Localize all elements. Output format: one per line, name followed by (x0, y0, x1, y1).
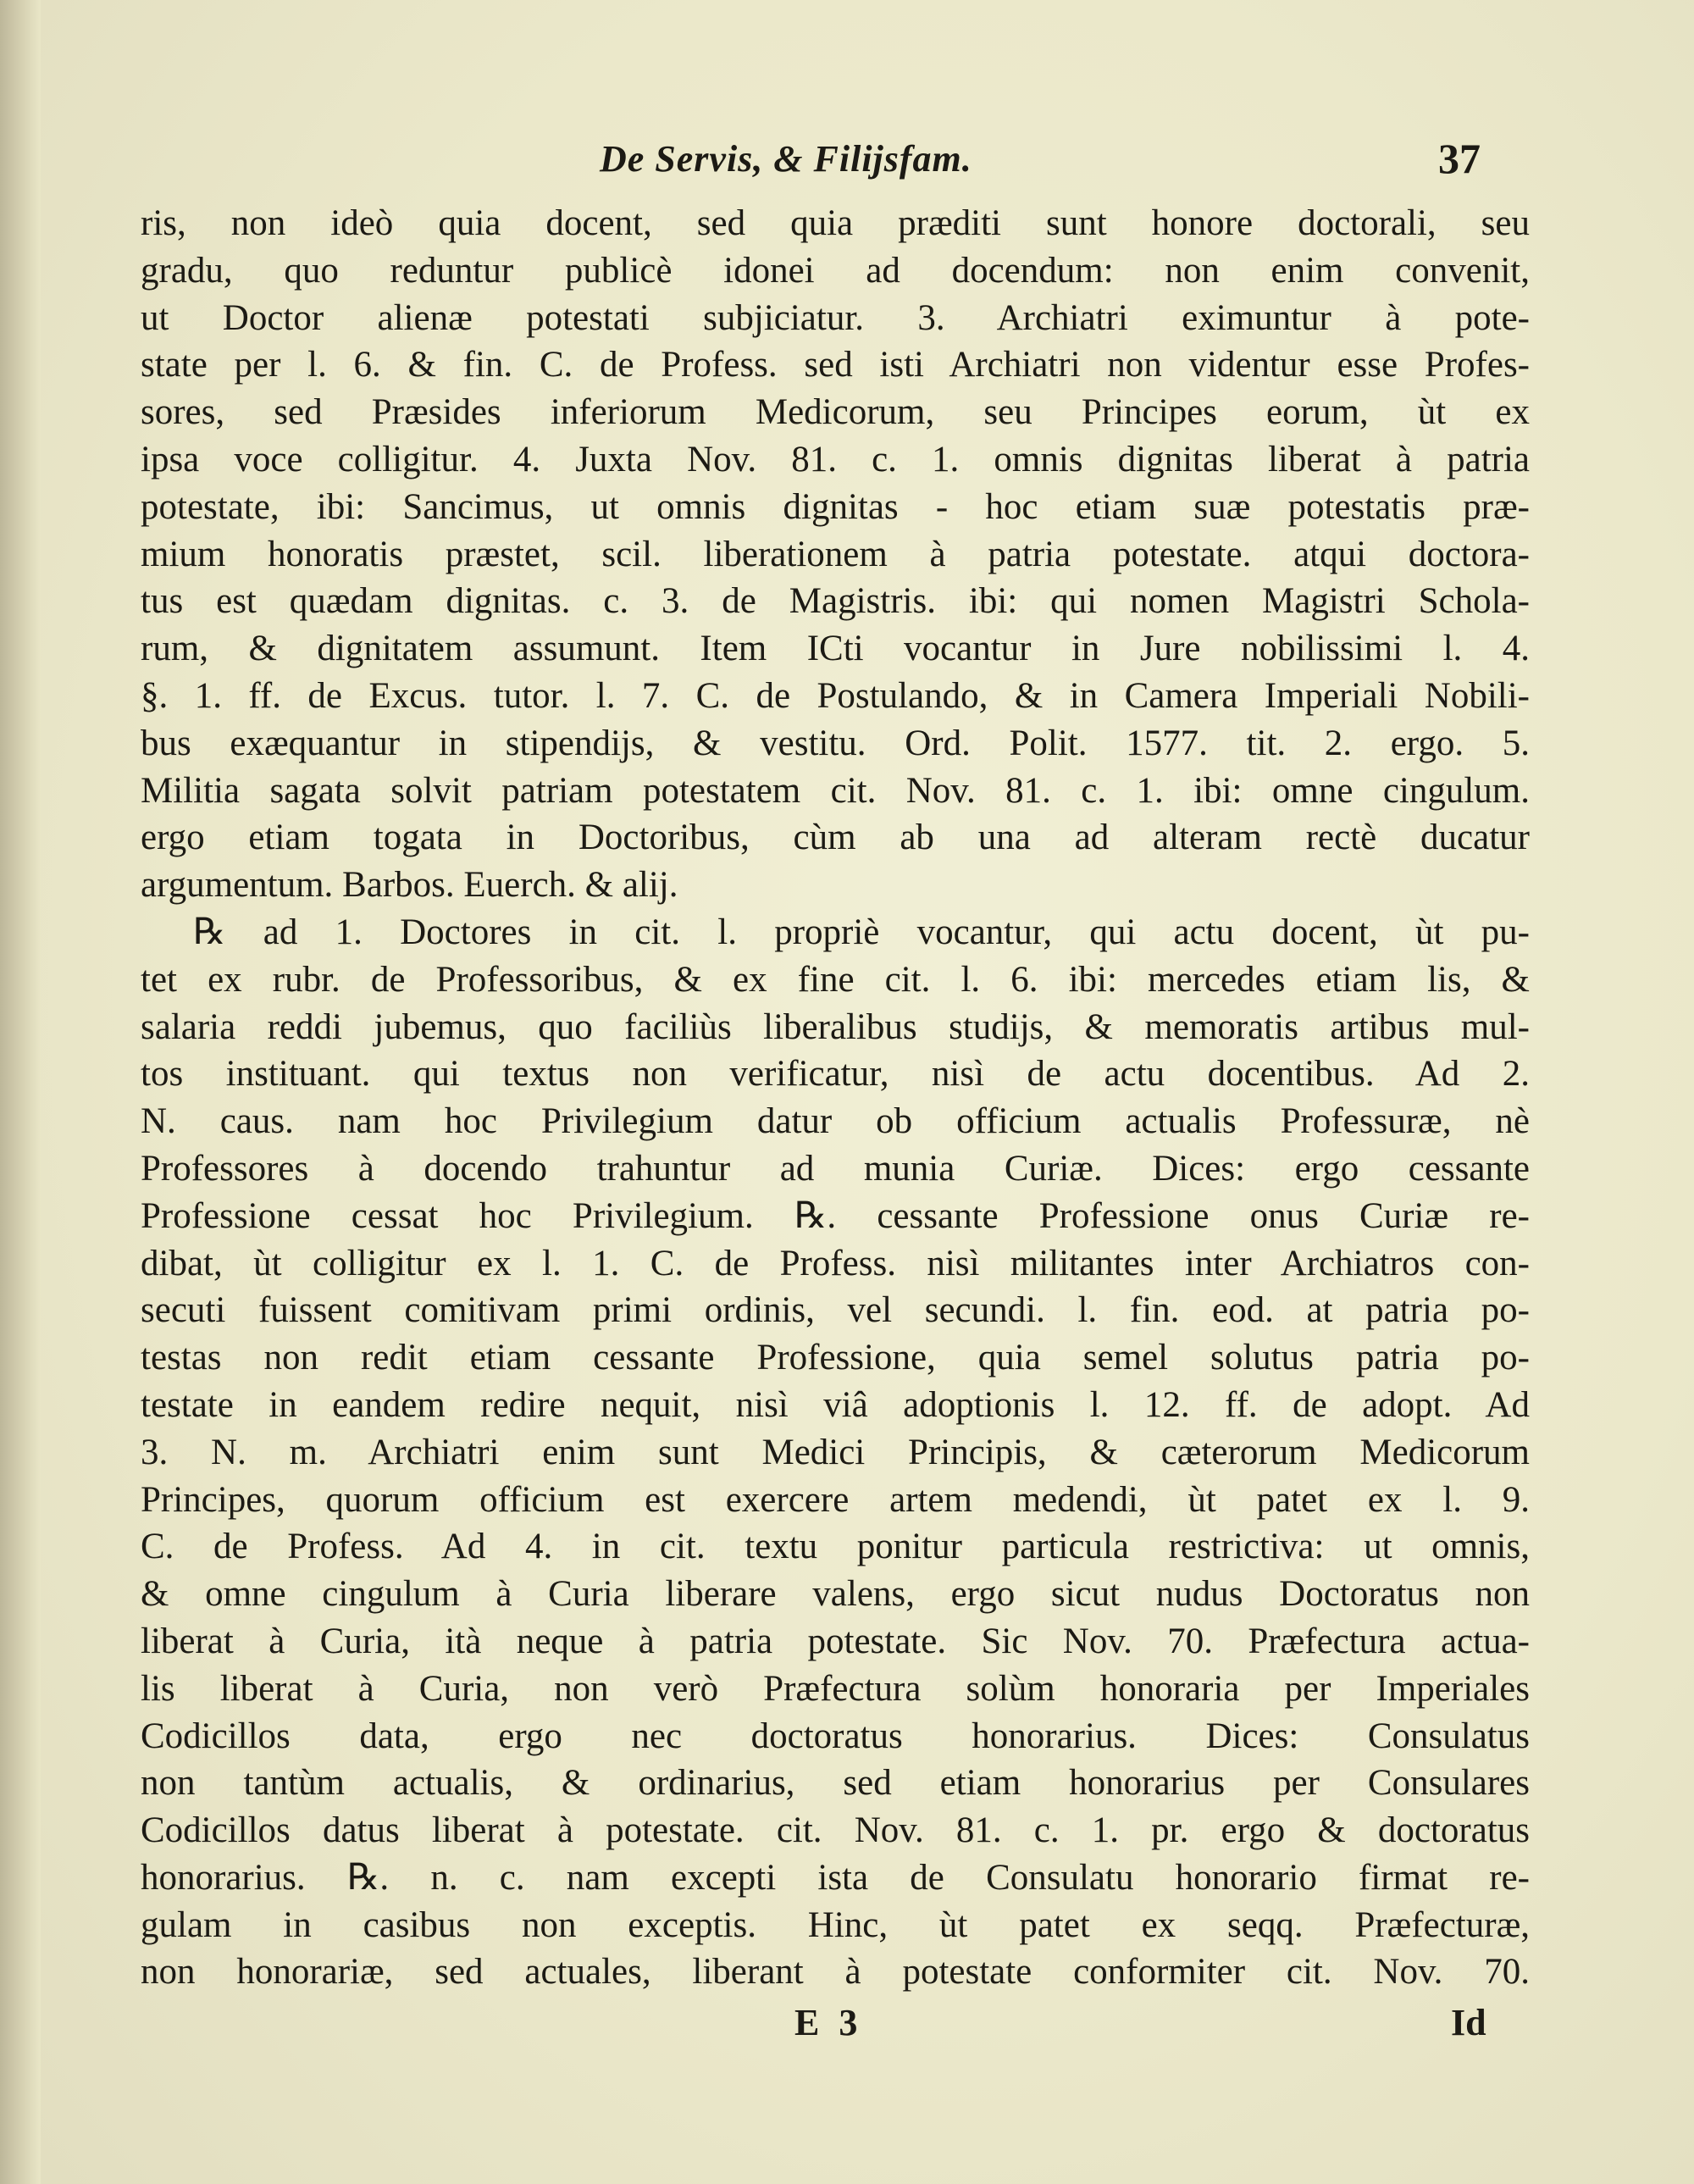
text-line: N. caus. nam hoc Privilegium datur ob officium actualis Professuræ, nè (141, 1101, 1530, 1142)
text-line: testas non redit etiam cessante Professione, quia semel solutus patria po- (141, 1338, 1530, 1378)
text-line: C. de Profess. Ad 4. in cit. textu ponitur particula restrictiva: ut omnis, (141, 1527, 1530, 1567)
text-line: Professores à docendo trahuntur ad munia Curiæ. Dices: ergo cessante (141, 1148, 1530, 1189)
page-gutter-shadow (0, 0, 41, 2184)
page-number: 37 (1438, 135, 1481, 182)
text-line: gulam in casibus non exceptis. Hinc, ùt patet ex seqq. Præfecturæ, (141, 1904, 1530, 1945)
text-line: Professione cessat hoc Privilegium. ℞. cessante Professione onus Curiæ re- (141, 1195, 1530, 1236)
text-line: Principes, quorum officium est exercere artem medendi, ùt patet ex l. 9. (141, 1479, 1530, 1520)
text-line: salaria reddi jubemus, quo faciliùs liberalibus studijs, & memoratis artibus mul- (141, 1006, 1530, 1047)
catchword: Id (1451, 2002, 1486, 2043)
text-line: dibat, ùt colligitur ex l. 1. C. de Profess. nisì militantes inter Archiatros con- (141, 1243, 1530, 1283)
text-line: Codicillos data, ergo nec doctoratus honorarius. Dices: Consulatus (141, 1716, 1530, 1756)
text-line: mium honoratis præstet, scil. liberationem à patria potestate. atqui doctora- (141, 534, 1530, 574)
signature-mark: E 3 (794, 2002, 863, 2043)
text-line: non tantùm actualis, & ordinarius, sed etiam honorarius per Consulares (141, 1763, 1530, 1804)
text-line: tos instituant. qui textus non verificatur, nisì de actu docentibus. Ad 2. (141, 1054, 1530, 1095)
text-line: gradu, quo reduntur publicè idonei ad docendum: non enim convenit, (141, 250, 1530, 291)
text-line: rum, & dignitatem assumunt. Item ICti vocantur in Jure nobilissimi l. 4. (141, 629, 1530, 669)
text-line: potestate, ibi: Sancimus, ut omnis dignitas - hoc etiam suæ potestatis præ- (141, 486, 1530, 527)
text-line: Codicillos datus liberat à potestate. cit. Nov. 81. c. 1. pr. ergo & doctoratus (141, 1810, 1530, 1851)
text-line: liberat à Curia, ità neque à patria potestate. Sic Nov. 70. Præfectura actua- (141, 1621, 1530, 1661)
text-line: §. 1. ff. de Excus. tutor. l. 7. C. de Postulando, & in Camera Imperiali Nobili- (141, 675, 1530, 716)
text-line: & omne cingulum à Curia liberare valens, ergo sicut nudus Doctoratus non (141, 1574, 1530, 1615)
text-line: ipsa voce colligitur. 4. Juxta Nov. 81. c. 1. omnis dignitas liberat à patria (141, 439, 1530, 479)
text-line: testate in eandem redire nequit, nisì viâ adoptionis l. 12. ff. de adopt. Ad (141, 1384, 1530, 1425)
text-line: Militia sagata solvit patriam potestatem cit. Nov. 81. c. 1. ibi: omne cingulum. (141, 770, 1530, 811)
text-line: 3. N. m. Archiatri enim sunt Medici Principis, & cæterorum Medicorum (141, 1432, 1530, 1472)
book-page (41, 0, 1694, 2184)
text-line: secuti fuissent comitivam primi ordinis, vel secundi. l. fin. eod. at patria po- (141, 1290, 1530, 1331)
text-line: ris, non ideò quia docent, sed quia præditi sunt honore doctorali, seu (141, 203, 1530, 243)
page-footer (41, 2001, 1694, 2060)
text-line: ℞ ad 1. Doctores in cit. l. propriè vocantur, qui actu docent, ùt pu- (193, 912, 1530, 952)
text-line: tus est quædam dignitas. c. 3. de Magistris. ibi: qui nomen Magistri Schola- (141, 581, 1530, 622)
text-line: bus exæquantur in stipendijs, & vestitu. Ord. Polit. 1577. tit. 2. ergo. 5. (141, 723, 1530, 763)
text-line: honorarius. ℞. n. c. nam excepti ista de Consulatu honorario firmat re- (141, 1857, 1530, 1898)
text-line: lis liberat à Curia, non verò Præfectura solùm honoraria per Imperiales (141, 1668, 1530, 1709)
text-line: ut Doctor alienæ potestati subjiciatur. 3. Archiatri eximuntur à pote- (141, 297, 1530, 338)
text-line: argumentum. Barbos. Euerch. & alij. (141, 865, 678, 906)
text-line: non honorariæ, sed actuales, liberant à potestate conformiter cit. Nov. 70. (141, 1952, 1530, 1993)
text-line: ergo etiam togata in Doctoribus, cùm ab una ad alteram rectè ducatur (141, 818, 1530, 858)
text-line: sores, sed Præsides inferiorum Medicorum, seu Principes eorum, ùt ex (141, 392, 1530, 433)
body-text (141, 200, 1530, 1996)
text-line: state per l. 6. & fin. C. de Profess. sed isti Archiatri non videntur esse Profes- (141, 345, 1530, 385)
running-head: De Servis, & Filijsfam. (600, 138, 972, 180)
text-line: tet ex rubr. de Professoribus, & ex fine cit. l. 6. ibi: mercedes etiam lis, & (141, 959, 1530, 1000)
page-header (41, 137, 1694, 197)
